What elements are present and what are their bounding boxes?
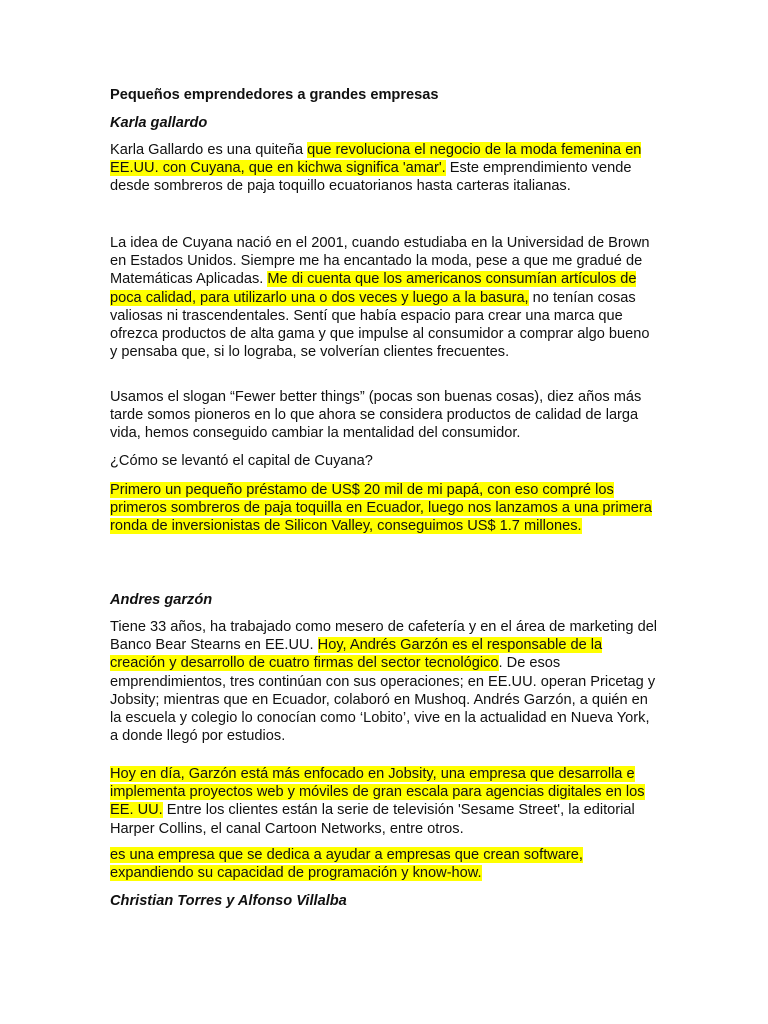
section-heading-karla: Karla gallardo xyxy=(110,115,208,131)
andres-paragraph-3 xyxy=(110,846,658,882)
text-run: Entre los clientes están la serie de televisión 'Sesame Street', la editorial Harper Collins, el canal Cartoon Networks, entre otros. xyxy=(110,802,635,837)
highlighted-text: Hoy en día, Garzón está más enfocado en Jobsity, una empresa que desarrolla e implementa proyectos web y móviles de gran escala para agencias digitales en los EE. UU. xyxy=(110,766,645,819)
section-heading-andres: Andres garzón xyxy=(110,592,213,608)
highlighted-text: que revoluciona el negocio de la moda femenina en EE.UU. con Cuyana, que en kichwa significa 'amar'. xyxy=(110,142,642,177)
karla-question: ¿Cómo se levantó el capital de Cuyana? xyxy=(110,453,373,469)
karla-paragraph-2 xyxy=(110,234,658,361)
text-run: Tiene 33 años, ha trabajado como mesero de cafetería y en el área de marketing del Banco Bear Stearns en EE.UU. xyxy=(110,619,658,654)
highlighted-text: Hoy, Andrés Garzón es el responsable de la creación y desarrollo de cuatro firmas del sector tecnológico xyxy=(110,637,603,672)
text-run: . De esos emprendimientos, tres continúan con sus operaciones; en EE.UU. operan Pricetag y Jobsity; mientras que en Ecuador, colaboró en Mushoq. Andrés Garzón, a quién en la escuela y colegio lo conocían como ‘Lobito’, vive en la actualidad en Nueva York, a donde llegó por estudios. xyxy=(110,655,656,745)
section-heading-christian: Christian Torres y Alfonso Villalba xyxy=(110,893,347,909)
andres-paragraph-2 xyxy=(110,765,658,838)
text-run: no tenían cosas valiosas ni trascendentales. Sentí que había espacio para crear una marca que ofrezca productos de alta gama y que impulse al consumidor a comprar algo bueno y pensaba que, si lo lograba, se volverían clientes frecuentes. xyxy=(110,289,650,361)
text-run: Karla Gallardo es una quiteña xyxy=(110,142,308,158)
karla-paragraph-3: Usamos el slogan “Fewer better things” (pocas son buenas cosas), diez años más tarde somos pioneros en lo que ahora se considera productos de calidad de larga vida, hemos conseguido cambiar la mentalidad del consumidor. xyxy=(110,389,642,442)
andres-paragraph-1 xyxy=(110,618,658,745)
highlighted-text: es una empresa que se dedica a ayudar a empresas que crean software, expandiendo su capacidad de programación y know-how. xyxy=(110,847,583,882)
text-run: Este emprendimiento vende desde sombreros de paja toquillo ecuatorianos hasta carteras italianas. xyxy=(110,160,632,195)
highlighted-text: Me di cuenta que los americanos consumían artículos de poca calidad, para utilizarlo una o dos veces y luego a la basura, xyxy=(110,271,637,306)
text-run: La idea de Cuyana nació en el 2001, cuando estudiaba en la Universidad de Brown en Estados Unidos. Siempre me ha encantado la moda, pese a que me gradué de Matemáticas Aplicadas. xyxy=(110,235,650,288)
document-title: Pequeños emprendedores a grandes empresas xyxy=(110,87,439,103)
karla-paragraph-1 xyxy=(110,141,658,196)
karla-answer xyxy=(110,481,658,536)
highlighted-text: Primero un pequeño préstamo de US$ 20 mil de mi papá, con eso compré los primeros sombreros de paja toquilla en Ecuador, luego nos lanzamos a una primera ronda de inversionistas de Silicon Valley, conseguimos US$ 1.7 millones. xyxy=(110,482,652,535)
